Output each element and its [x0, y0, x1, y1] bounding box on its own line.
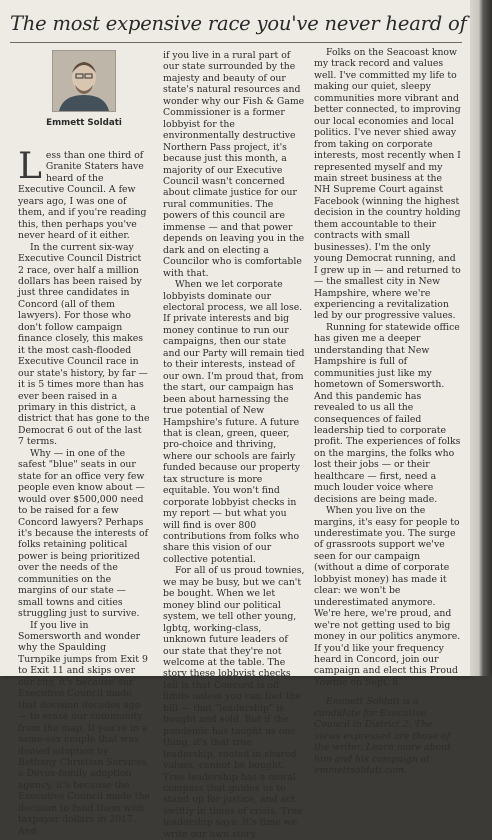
article-column-3 [314, 47, 461, 777]
portrait-photo-icon [53, 51, 115, 111]
author-photo [52, 50, 116, 112]
headline: The most expensive race you've never heard of [10, 12, 467, 35]
paragraph-9: Running for statewide office has given me a deeper understanding that New Hampshire is full of communities just like my hometown of Somersworth. And this pandemic has revealed to us all the consequences of failed leadership tied to corporate profit. The experiences of folks on the margins, the folks who lost their jobs — or their healthcare — first, need a much louder voice where decisions are being made. [314, 321, 461, 505]
paragraph-1 [18, 146, 150, 242]
paragraph-3: Why — in one of the safest "blue" seats in our state for an office very few people even know about — would over $500,000 need to be raised for a few Concord lawyers? Perhaps it's because the interests of folks retaining political power is being prioritized over the needs of the communities on the margins of our state — small towns and cities struggling just to survive. [18, 447, 149, 620]
paragraph-10: When you live on the margins, it's easy for people to underestimate you. The surge of grassroots support we've seen for our campaign (without a dime of corporate lobbyist money) has made it clear: we won't be underestimated anymore. We're here, we're proud, and we're not getting used to big money in our politics anymore. If you'd like your frequency heard in Concord, join our campaign and elect this Proud Townie on Sept. 8. [314, 505, 461, 688]
author-tagline: Emmett Soldati is a candidate for Executive Council in District 2. The views expressed are those of the writer. Learn more about him and his campaign at emmettsoldati.com. [314, 696, 451, 777]
article-column-1 [18, 146, 150, 837]
paragraph-8: Folks on the Seacoast know my track record and values well. I've committed my life to making our quiet, sleepy communities more vibrant and better connected, to improving our local economies and local politics. I've never shied away from taking on corporate interests, most recently when I represented myself and my main street business at the NH Supreme Court against Facebook (winning the highest decision in the country holding them accountable to their contracts with small businesses). I'm the only young Democrat running, and I grew up in — and returned to — the smallest city in New Hampshire, where we're experiencing a revitalization led by our progressive values. [314, 47, 461, 322]
page-edge [470, 0, 492, 676]
drop-cap: L [18, 146, 42, 187]
paragraph-6: When we let corporate lobbyists dominate our electoral process, we all lose. If private interests and big money continue to run our campaigns, then our state and our Party will remain tied to their interests, instead of our own. I'm proud that, from the start, our campaign has been about harnessing the true potential of New Hampshire's future. A future that is clean, green, queer, pro-choice and thriving, where our schools are fairly funded because our property tax structure is more equitable. You won't find corporate lobbyist checks in my report — but what you will find is over 800 contributions from folks who share this vision of our collective potential. [163, 279, 305, 565]
paragraph-2: In the current six-way Executive Council District 2 race, over half a million dollars has been raised by just three candidates in Concord (all of them lawyers). For those who don't follow campaign finance closely, this makes it the most cash-flooded Executive Council race in our state's history, by far — it is 5 times more than has ever been raised in a primary in this district, a district that has gone to the Democrat 6 out of the last 7 terms. [18, 241, 150, 448]
byline: Emmett Soldati [46, 118, 122, 128]
article-column-2 [163, 50, 306, 840]
paragraph-5: if you live in a rural part of our state surrounded by the majesty and beauty of our state's natural resources and wonder why our Fish & Game Commissioner is a former lobbyist for the environmentally destructive Northern Pass project, it's because just this month, a majority of our Executive Council wasn't concerned about climate justice for our rural communities. The powers of this council are immense — and that power depends on leaving you in the dark and on electing a Councilor who is comfortable with that. [163, 50, 305, 279]
paragraph-1-text: ess than one third of Granite Staters have heard of the Executive Council. A few years ago, I was one of them, and if you're reading this, then perhaps you've never heard of it either. [18, 150, 147, 242]
paragraph-4: If you live in Somersworth and wonder why the Spaulding Turnpike jumps from Exit 9 to Exit 11 and skips over our city, it's because our Executive Council made that decision decades ago — to erase our community from the map. If you're in a same-sex couple that was denied adoption by Bethany Christian Services, a Devos-family adoption agency, it's because the Executive Council made the decision to fund them with taxpayer dollars in 2017. And [18, 619, 150, 837]
headline-rule [10, 42, 462, 43]
paragraph-7: For all of us proud townies, we may be busy, but we can't be bought. When we let money blind our political system, we tell other young, lgbtq, working-class, unknown future leaders of our state that they're not welcome at the table. The story these lobbyist checks tell is that Concord is off limits unless you can foot the bill — that "leadership" is bought and sold. But if the pandemic has taught us one thing, it's that true leadership, rooted in shared values, cannot be bought. True leadership has a moral compass that guides us to stand up for justice, and act swiftly in times of crisis. True leadership says: It's time we write our own story. [163, 565, 305, 840]
